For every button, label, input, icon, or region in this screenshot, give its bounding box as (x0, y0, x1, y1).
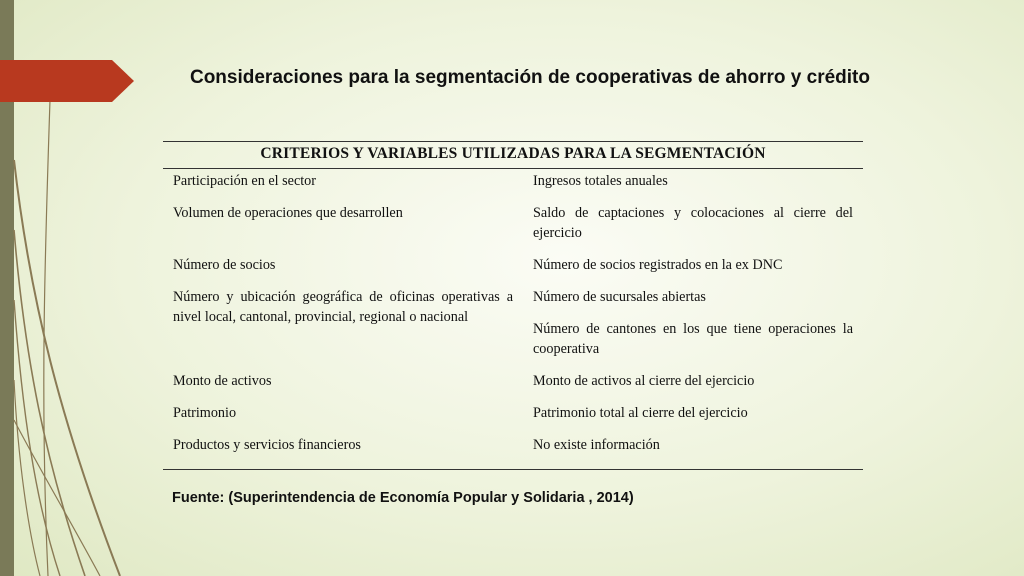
table-row (163, 255, 863, 287)
variable-cell (523, 403, 863, 435)
table-row (163, 371, 863, 403)
variable-text: Saldo de captaciones y colocaciones al cierre del ejercicio (533, 205, 853, 241)
criterion-cell: Productos y servicios financieros (173, 437, 361, 453)
title-arrow-marker (0, 60, 134, 102)
table-row (163, 169, 863, 203)
criterion-cell: Volumen de operaciones que desarrollen (173, 205, 403, 221)
variable-cell (523, 371, 863, 403)
criterion-cell: Número de socios (173, 257, 276, 273)
table-row (163, 435, 863, 470)
variable-text: No existe información (533, 437, 660, 453)
variable-text: Ingresos totales anuales (533, 173, 668, 189)
variable-text: Número de cantones en los que tiene operaciones la cooperativa (533, 321, 853, 357)
variable-cell (523, 287, 863, 371)
variable-text: Monto de activos al cierre del ejercicio (533, 373, 755, 389)
variable-text: Número de sucursales abiertas (533, 289, 706, 305)
slide-title: Consideraciones para la segmentación de cooperativas de ahorro y crédito (189, 67, 870, 88)
variable-text: Número de socios registrados en la ex DNC (533, 257, 783, 273)
table-row (163, 403, 863, 435)
criteria-table (163, 141, 863, 470)
variable-cell (523, 169, 863, 203)
variable-cell (523, 255, 863, 287)
criterion-cell: Número y ubicación geográfica de oficinas operativas a nivel local, cantonal, provincial, regional o nacional (173, 289, 513, 325)
source-citation: Fuente: (Superintendencia de Economía Popular y Solidaria , 2014) (172, 490, 634, 506)
table-row (163, 203, 863, 255)
table-header: CRITERIOS Y VARIABLES UTILIZADAS PARA LA SEGMENTACIÓN (163, 141, 863, 169)
criterion-cell: Participación en el sector (173, 173, 316, 189)
criterion-cell: Patrimonio (173, 405, 237, 421)
criterion-cell: Monto de activos (173, 373, 272, 389)
table-row (163, 287, 863, 371)
variable-cell (523, 435, 863, 470)
variable-cell (523, 203, 863, 255)
variable-text: Patrimonio total al cierre del ejercicio (533, 405, 748, 421)
